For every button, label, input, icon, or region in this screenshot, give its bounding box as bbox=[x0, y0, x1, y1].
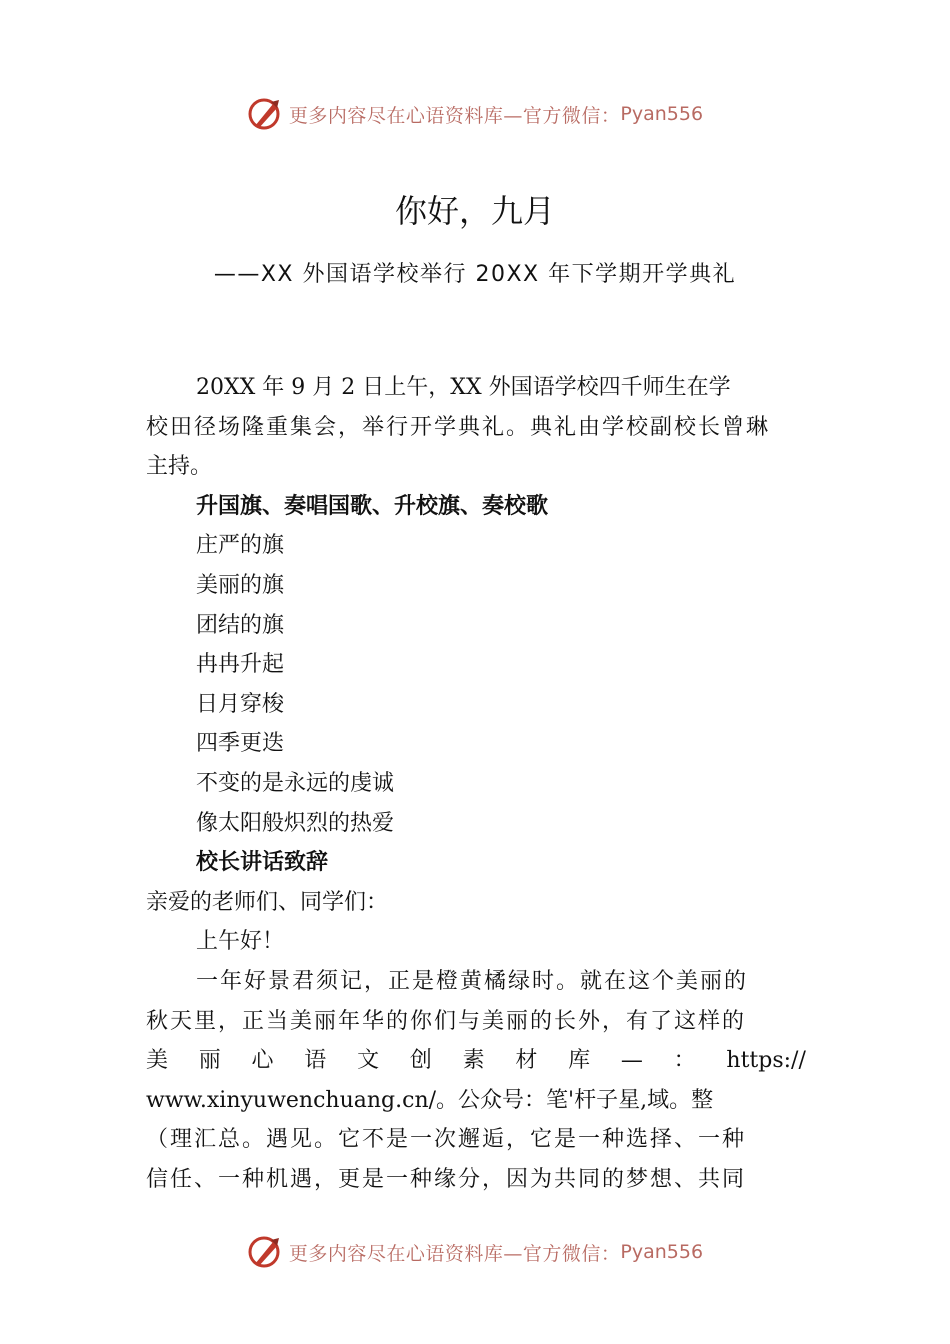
banner-text: 更多内容尽在心语资料库—官方微信： bbox=[288, 104, 621, 127]
poem-line: 美丽的旗 bbox=[196, 572, 285, 598]
poem-line: 庄严的旗 bbox=[196, 533, 285, 559]
poem-line: 不变的是永远的虔诚 bbox=[196, 770, 395, 796]
speech-line: 一年好景君须记，正是橙黄橘绿时。就在这个美丽的 bbox=[196, 968, 749, 994]
header-banner bbox=[0, 94, 950, 134]
speech-char: 美 bbox=[146, 1048, 169, 1074]
banner-text: 更多内容尽在心语资料库—官方微信： bbox=[288, 1242, 621, 1265]
speech-char: 库 bbox=[568, 1048, 591, 1074]
footer-banner bbox=[0, 1232, 950, 1272]
intro-line: 校田径场隆重集会，举行开学典礼。典礼由学校副校长曾琳 bbox=[146, 414, 771, 440]
speech-line: 信任、一种机遇，更是一种缘分，因为共同的梦想、共同 bbox=[146, 1166, 747, 1192]
page-subtitle: ——XX 外国语学校举行 20XX 年下学期开学典礼 bbox=[213, 262, 737, 287]
page-title: 你好，九月 bbox=[394, 192, 555, 230]
pen-logo-icon bbox=[247, 96, 283, 132]
poem-line: 冉冉升起 bbox=[196, 652, 285, 678]
intro-line: 20XX 年 9 月 2 日上午，XX 外国语学校四千师生在学 bbox=[196, 375, 731, 400]
speech-line: www.xinyuwenchuang.cn/。公众号：笔'杆子星,域。整 bbox=[146, 1087, 714, 1113]
speech-char: 语 bbox=[304, 1048, 327, 1074]
speech-link-fragment: https:// bbox=[726, 1048, 806, 1074]
speech-line: （理汇总。遇见。它不是一次邂逅，它是一种选择、一种 bbox=[146, 1127, 747, 1153]
speech-char: ： bbox=[673, 1048, 696, 1074]
speech-char: 丽 bbox=[198, 1048, 221, 1074]
salutation: 亲爱的老师们、同学们： bbox=[146, 889, 389, 915]
speech-char: 素 bbox=[462, 1048, 485, 1074]
poem-line: 四季更迭 bbox=[196, 731, 285, 757]
speech-line-spaced bbox=[146, 1041, 806, 1081]
speech-line: 秋天里，正当美丽年华的你们与美丽的长外，有了这样的 bbox=[146, 1008, 747, 1034]
poem-line: 日月穿梭 bbox=[196, 691, 285, 717]
intro-line: 主持。 bbox=[146, 454, 213, 480]
banner-wechat-id: Pyan556 bbox=[620, 103, 704, 125]
banner-wechat-id: Pyan556 bbox=[620, 1241, 704, 1263]
poem-line: 像太阳般炽烈的热爱 bbox=[196, 810, 395, 836]
speech-char: 材 bbox=[515, 1048, 538, 1074]
greeting: 上午好！ bbox=[196, 929, 285, 955]
section-heading-speech: 校长讲话致辞 bbox=[196, 850, 329, 876]
pen-logo-icon bbox=[247, 1234, 283, 1270]
speech-char: — bbox=[620, 1048, 643, 1074]
speech-char: 创 bbox=[409, 1048, 432, 1074]
section-heading-flag: 升国旗、奏唱国歌、升校旗、奏校歌 bbox=[196, 493, 549, 519]
speech-char: 心 bbox=[251, 1048, 274, 1074]
speech-char: 文 bbox=[357, 1048, 380, 1074]
poem-line: 团结的旗 bbox=[196, 612, 285, 638]
article-body bbox=[146, 368, 806, 1199]
